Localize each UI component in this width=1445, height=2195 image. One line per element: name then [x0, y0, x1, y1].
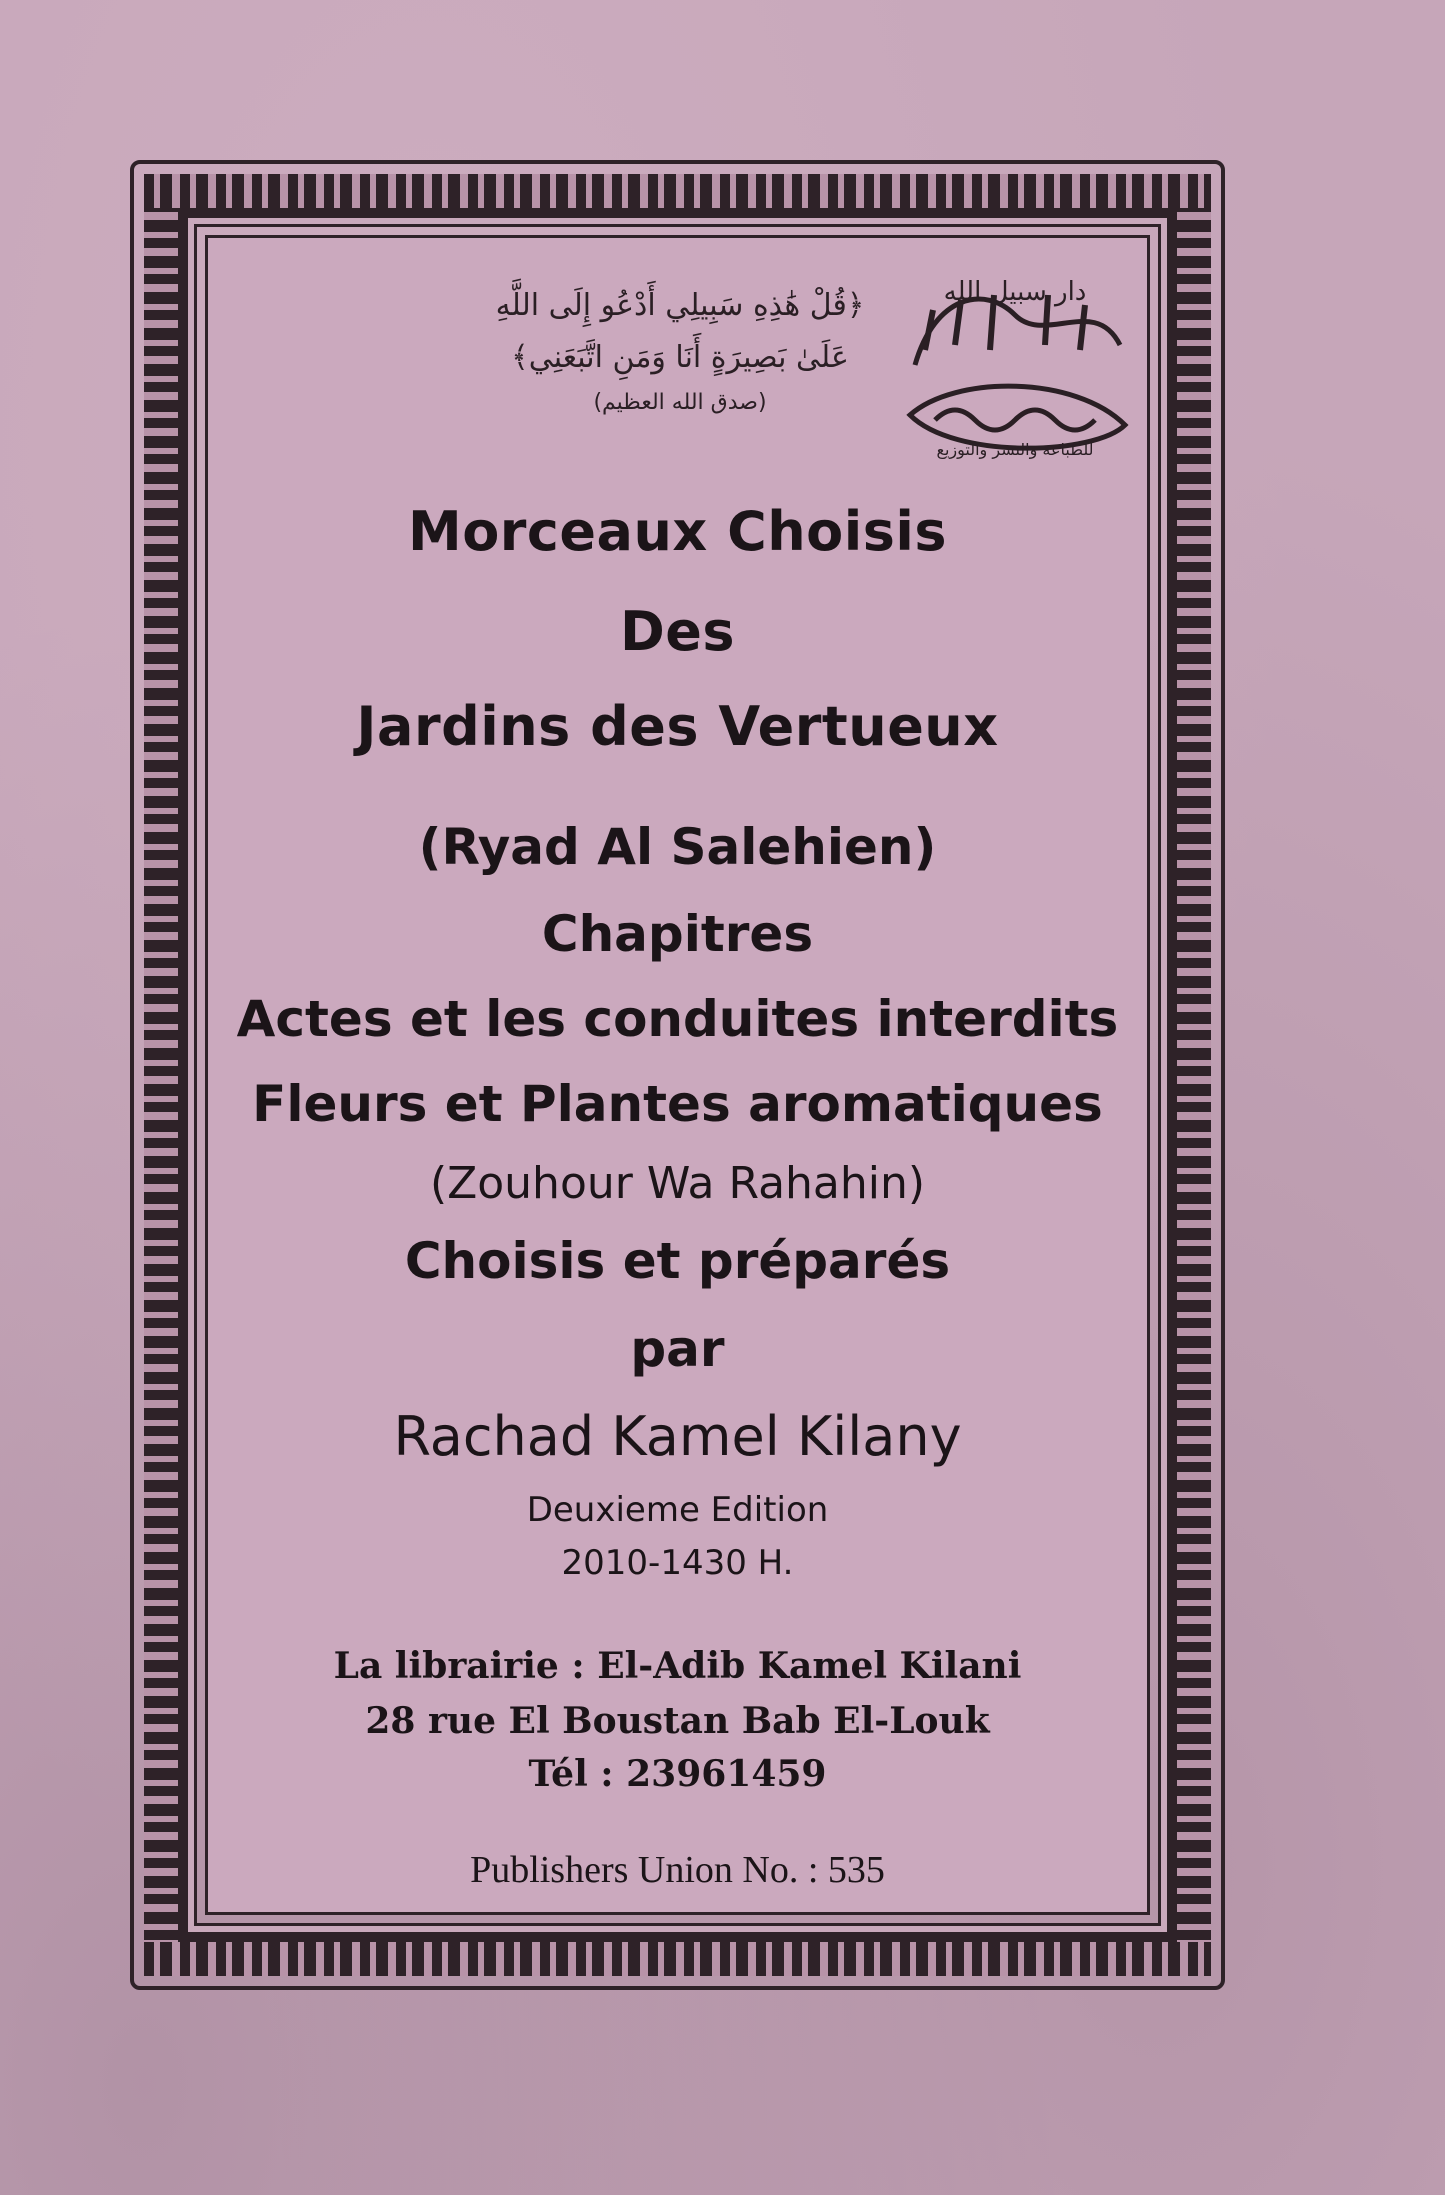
publisher-address: 28 rue El Boustan Bab El-Louk	[365, 1700, 990, 1742]
verse-closing: (صدق الله العظيم)	[593, 390, 767, 415]
publisher-phone: Tél : 23961459	[528, 1753, 827, 1795]
publisher-logo	[895, 255, 1135, 470]
publishers-union: Publishers Union No. : 535	[470, 1849, 885, 1891]
title-line-2: Des	[619, 600, 736, 663]
subtitle-chapitres: Chapitres	[541, 905, 814, 963]
title-line-3: Jardins des Vertueux	[356, 695, 999, 758]
calligraphy-logo-icon	[895, 255, 1135, 470]
quran-verse	[470, 280, 890, 415]
subtitle-par: par	[630, 1320, 725, 1378]
author-name: Rachad Kamel Kilany	[393, 1405, 962, 1468]
subtitle-prepared: Choisis et préparés	[404, 1232, 951, 1290]
verse-line-1: ﴿قُلْ هَٰذِهِ سَبِيلِي أَدْعُو إِلَى اللَّهِ	[495, 288, 865, 323]
logo-line-1: دار سبيل الله	[943, 277, 1087, 307]
subtitle-zouhour: (Zouhour Wa Rahahin)	[429, 1158, 926, 1209]
edition-year: 2010-1430 H.	[561, 1543, 794, 1583]
subtitle-ryad: (Ryad Al Salehien)	[418, 818, 937, 876]
chapter-1: Actes et les conduites interdits	[236, 990, 1119, 1048]
publisher-name: La librairie : El-Adib Kamel Kilani	[333, 1645, 1022, 1687]
logo-line-2: للطباعة والنشر والتوزيع	[936, 440, 1094, 459]
edition-label: Deuxieme Edition	[526, 1490, 829, 1530]
title-line-1: Morceaux Choisis	[407, 500, 948, 563]
chapter-2: Fleurs et Plantes aromatiques	[252, 1075, 1103, 1133]
verse-line-2: عَلَىٰ بَصِيرَةٍ أَنَا وَمَنِ اتَّبَعَنِي﴾	[511, 340, 849, 375]
